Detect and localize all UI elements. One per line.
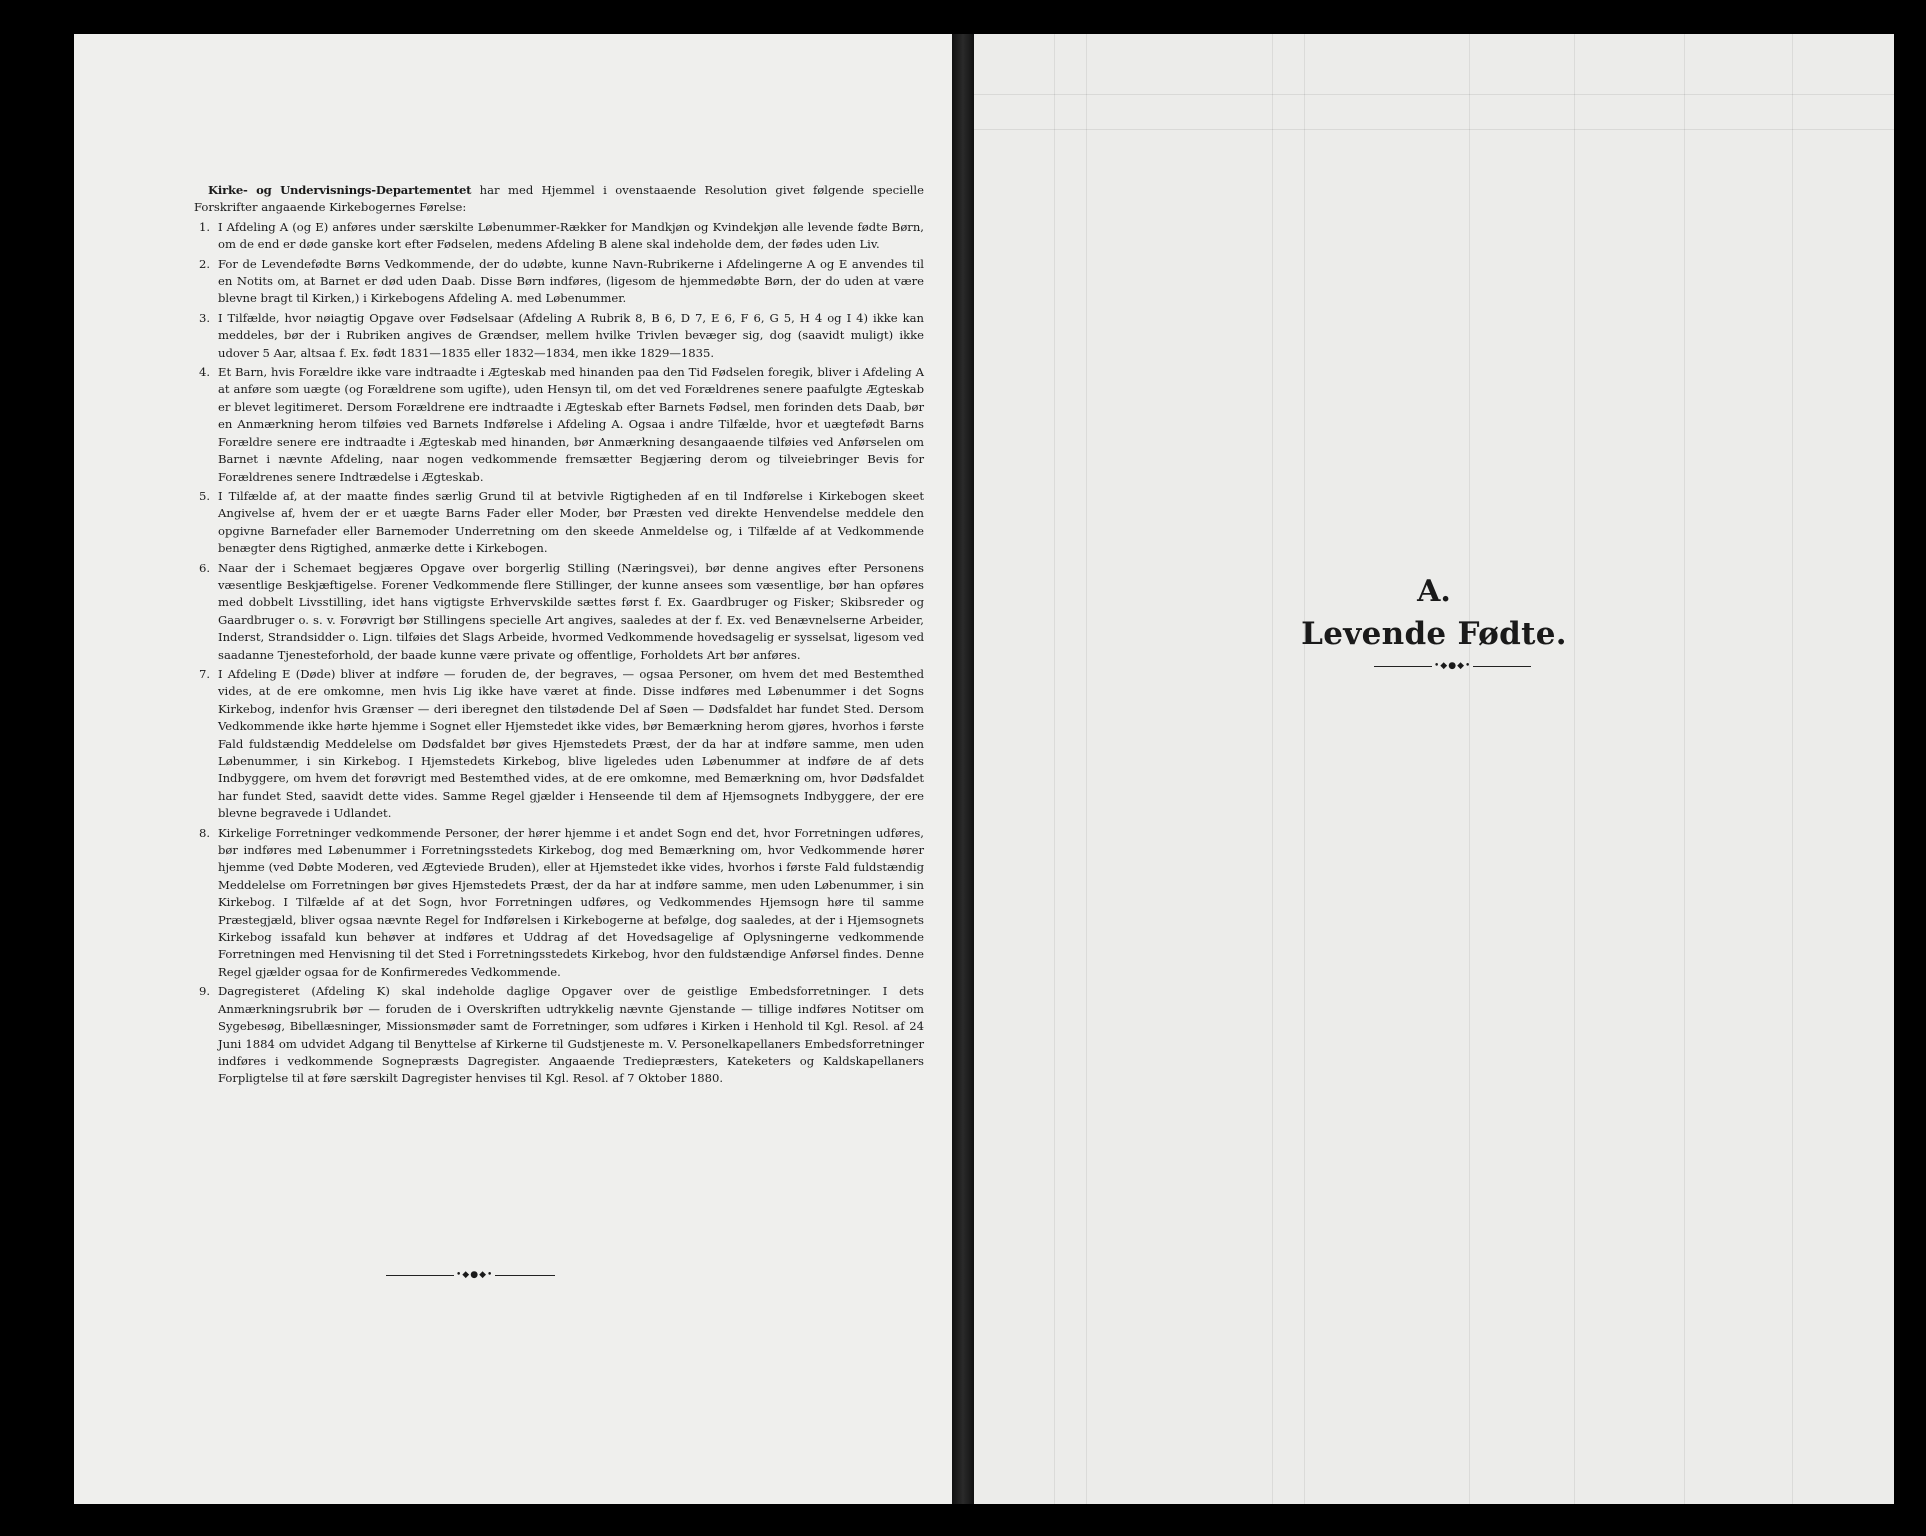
- section-title: Levende Fødte.: [1301, 616, 1567, 652]
- list-item: [194, 256, 924, 308]
- ornament-divider: [386, 1271, 555, 1280]
- ornament-flourish-icon: •◆●◆•: [1434, 661, 1472, 671]
- list-item: [194, 560, 924, 664]
- item-number: 9.: [198, 984, 210, 999]
- left-page: [74, 34, 952, 1504]
- intro-text: har med Hjemmel i ovenstaaende Resolution givet følgende specielle Forskrifter angaaende Kirkebogernes Førelse:: [194, 183, 924, 215]
- item-text: I Afdeling E (Døde) bliver at indføre — foruden de, der begraves, — ogsaa Personer, om hvem det med Bestemthed vides, at de ere omkomne, men hvis Lig ikke have været at finde. Disse indføres med Løbenummer i det Sogns Kirkebog, indenfor hvis Grænser — deri iberegnet den tilstødende Del af Søen — Dødsfaldet har fundet Sted. Dersom Vedkommende ikke hørte hjemme i Sognet eller Hjemstedet ikke vides, bør Bemærkning herom gjøres, hvorhos i første Fald fuldstændig Meddelelse om Dødsfaldet bør gives Hjemstedets Præst, der da har at indføre samme, men uden Løbenummer, i sin Kirkebog. I Hjemstedets Kirkebog, blive ligeledes uden Løbenummer at indføre de af dets Indbyggere, om hvem det forøvrigt med Bestemthed vides, at de ere omkomne, med Bemærkning om, hvor Dødsfaldet har fundet Sted, saavidt dette vides. Samme Regel gjælder i Henseende til dem af Hjemsognets Indbyggere, der ere blevne begravede i Udlandet.: [218, 666, 924, 821]
- intro-paragraph: [194, 182, 924, 217]
- item-number: 3.: [198, 310, 210, 325]
- item-number: 2.: [198, 256, 210, 271]
- list-item: [194, 666, 924, 823]
- regulations-text: [194, 182, 924, 1090]
- title-ornament-divider: [1374, 662, 1531, 671]
- item-text: Et Barn, hvis Forældre ikke vare indtraadte i Ægteskab med hinanden paa den Tid Fødselen foregik, bliver i Afdeling A at anføre som uægte (og Forældrene som ugifte), uden Hensyn til, om det ved Forældrenes senere paafulgte Ægteskab er blevet legitimeret. Dersom Forældrene ere indtraadte i Ægteskab efter Barnets Fødsel, men forinden dets Daab, bør en Anmærkning herom tilføies ved Barnets Indførelse i Afdeling A. Ogsaa i andre Tilfælde, hvor et uægtefødt Barns Forældre senere ere indtraadte i Ægteskab med hinanden, bør Anmærkning desangaaende tilføies ved Anførselen om Barnet i nævnte Afdeling, naar nogen vedkommende fremsætter Begjæring derom og tilveiebringer Bevis for Forældrenes senere Indtrædelse i Ægteskab.: [218, 365, 924, 484]
- item-text: I Tilfælde af, at der maatte findes særlig Grund til at betvivle Rigtigheden af en til Indførelse i Kirkebogen skeet Angivelse af, hvem der er et uægte Barns Fader eller Moder, bør Præsten ved direkte Henvendelse meddele den opgivne Barnefader eller Barnemoder Underretning om den skeede Anmeldelse og, i Tilfælde af at Vedkommende benægter dens Rigtighed, anmærke dette i Kirkebogen.: [218, 488, 924, 556]
- list-item: [194, 825, 924, 982]
- item-number: 4.: [198, 365, 210, 380]
- item-number: 1.: [198, 219, 210, 234]
- item-text: I Tilfælde, hvor nøiagtig Opgave over Fødselsaar (Afdeling A Rubrik 8, B 6, D 7, E 6, F 6, G 5, H 4 og I 4) ikke kan meddeles, bør der i Rubriken angives de Grændser, mellem hvilke Trivlen bevæger sig, dog (saavidt muligt) ikke udover 5 Aar, altsaa f. Ex. født 1831—1835 eller 1832—1834, men ikke 1829—1835.: [218, 310, 924, 360]
- list-item: [194, 983, 924, 1087]
- item-number: 6.: [198, 560, 210, 575]
- right-page: [974, 34, 1894, 1504]
- section-letter: A.: [1417, 574, 1451, 609]
- item-text: For de Levendefødte Børns Vedkommende, der do udøbte, kunne Navn-Rubrikerne i Afdelingerne A og E anvendes til en Notits om, at Barnet er død uden Daab. Disse Børn indføres, (ligesom de hjemmedøbte Børn, der do uden at være blevne bragt til Kirken,) i Kirkebogens Afdeling A. med Løbenummer.: [218, 256, 924, 306]
- list-item: [194, 219, 924, 254]
- item-text: Dagregisteret (Afdeling K) skal indeholde daglige Opgaver over de geistlige Embedsforretninger. I dets Anmærkningsrubrik bør — foruden de i Overskriften udtrykkelig nævnte Gjenstande — tillige indføres Notitser om Sygebesøg, Bibellæsninger, Missionsmøder samt de Forretninger, som udføres i Kirken i Henhold til Kgl. Resol. af 24 Juni 1884 om udvidet Adgang til Benyttelse af Kirkerne til Gudstjeneste m. V. Personelkapellaners Embedsforretninger indføres i vedkommende Sognepræsts Dagregister. Angaaende Trediepræsters, Kateketers og Kaldskapellaners Forpligtelse til at føre særskilt Dagregister henvises til Kgl. Resol. af 7 Oktober 1880.: [218, 984, 924, 1086]
- book-spine: [952, 34, 974, 1504]
- department-name: Kirke- og Undervisnings-Departementet: [208, 183, 472, 197]
- list-item: [194, 488, 924, 558]
- ornament-flourish-icon: •◆●◆•: [456, 1270, 494, 1280]
- item-text: Naar der i Schemaet begjæres Opgave over borgerlig Stilling (Næringsvei), bør denne angives efter Personens væsentlige Beskjæftigelse. Forener Vedkommende flere Stillinger, der kunne ansees som væsentlige, bør han opføres med dobbelt Livsstilling, idet hans vigtigste Erhvervskilde sættes først f. Ex. Gaardbruger og Fisker; Skibsreder og Gaardbruger o. s. v. Forøvrigt bør Stillingens specielle Art angives, saaledes at der f. Ex. ved Benævnelserne Arbeider, Inderst, Strandsidder o. Lign. tilføies det Slags Arbeide, hvormed Vedkommende hovedsagelig er sysselsat, ligesom ved saadanne Tjenesteforhold, der baade kunne være private og offentlige, Forholdets Art bør anføres.: [218, 560, 924, 662]
- item-number: 5.: [198, 488, 210, 503]
- list-item: [194, 364, 924, 486]
- list-item: [194, 310, 924, 362]
- item-number: 8.: [198, 825, 210, 840]
- item-text: I Afdeling A (og E) anføres under særskilte Løbenummer-Rækker for Mandkjøn og Kvindekjøn alle levende fødte Børn, om de end er døde ganske kort efter Fødselen, medens Afdeling B alene skal indeholde dem, der fødes uden Liv.: [218, 219, 924, 252]
- item-number: 7.: [198, 666, 210, 681]
- item-text: Kirkelige Forretninger vedkommende Personer, der hører hjemme i et andet Sogn end det, hvor Forretningen udføres, bør indføres med Løbenummer i Forretningsstedets Kirkebog, dog med Bemærkning om, hvor Vedkommende hører hjemme (ved Døbte Moderen, ved Ægteviede Bruden), eller at Hjemstedet ikke vides, hvorhos i første Fald fuldstændig Meddelelse om Forretningen bør gives Hjemstedets Præst, der da har at indføre samme, men uden Løbenummer, i sin Kirkebog. I Tilfælde af at det Sogn, hvor Forretningen udføres, og Vedkommendes Hjemsogn høre til samme Præstegjæld, bliver ogsaa nævnte Regel for Indførelsen i Kirkebogerne at befølge, dog saaledes, at der i Hjemsognets Kirkebog issafald kun behøver at indføres et Uddrag af det Hovedsagelige af Oplysningerne vedkommende Forretningen med Henvisning til det Sted i Forretningsstedets Kirkebog, hvor den fuldstændige Anførsel findes. Denne Regel gjælder ogsaa for de Konfirmeredes Vedkommende.: [218, 825, 924, 979]
